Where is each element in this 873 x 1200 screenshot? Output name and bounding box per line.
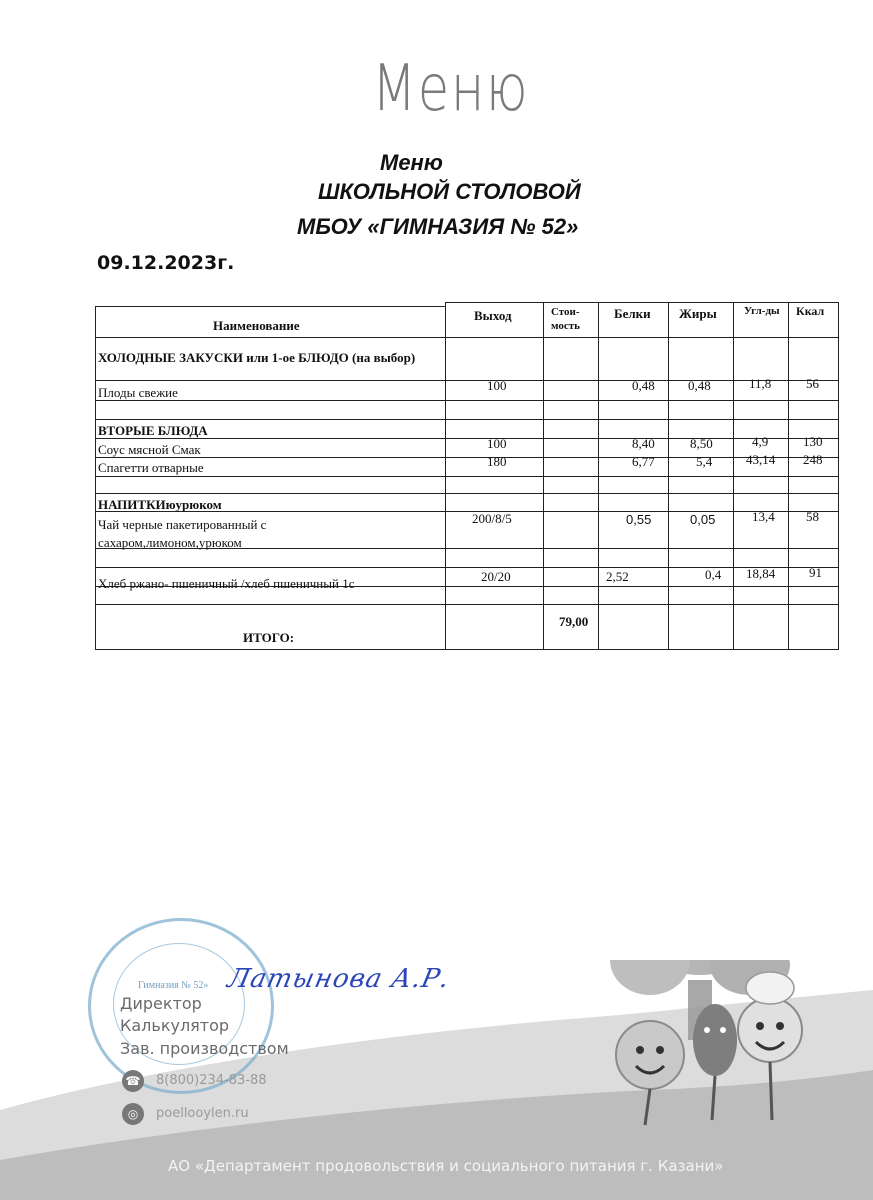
- table-row-carbs: 11,8: [749, 376, 772, 391]
- role-production-head: Зав. производством: [120, 1039, 289, 1058]
- table-row-output: 100: [487, 436, 507, 451]
- table-row-protein: 0,48: [632, 378, 655, 393]
- table-row-fat: 0,05: [690, 512, 716, 527]
- table-row-name: Плоды свежие: [98, 385, 178, 400]
- header-output: Выход: [474, 308, 512, 323]
- globe-icon: ◎: [122, 1103, 144, 1125]
- table-row-protein: 2,52: [606, 569, 629, 584]
- table-row-name: Соус мясной Смак: [98, 442, 201, 457]
- total-label: ИТОГО:: [243, 630, 295, 645]
- table-row-name: Спагетти отварные: [98, 460, 204, 475]
- table-row-fat: 0,48: [688, 378, 711, 393]
- header-cost: Стои-мость: [551, 306, 580, 332]
- section-drinks: НАПИТКИюурюком: [98, 497, 222, 512]
- table-row-name: Хлеб ржано- пшеничный /хлеб пшеничный 1с: [98, 576, 355, 591]
- table-row-protein: 6,77: [632, 454, 655, 469]
- header-name: Наименование: [213, 318, 300, 333]
- table-row-carbs: 4,9: [752, 434, 769, 449]
- heading-canteen: ШКОЛЬНОЙ СТОЛОВОЙ: [318, 179, 581, 204]
- section-second: ВТОРЫЕ БЛЮДА: [98, 423, 208, 438]
- table-row-output: 20/20: [481, 569, 511, 584]
- website: poellooylen.ru: [156, 1106, 249, 1121]
- table-row-fat: 8,50: [690, 436, 713, 451]
- table-row-protein: 8,40: [632, 436, 655, 451]
- heading-menu: Меню: [380, 150, 443, 175]
- table-row-kcal: 58: [806, 509, 819, 524]
- table-row-kcal: 248: [803, 452, 823, 467]
- table-row-carbs: 13,4: [752, 509, 775, 524]
- company-caption: АО «Департамент продовольствия и социального питания г. Казани»: [168, 1157, 724, 1175]
- table-row-name: Чай черные пакетированный с сахаром,лимоном,урюком: [98, 517, 267, 550]
- table-row-kcal: 91: [809, 565, 822, 580]
- header-kcal: Ккал: [796, 304, 825, 318]
- table-row-output: 200/8/5: [472, 511, 512, 526]
- table-row-fat: 0,4: [705, 567, 722, 582]
- table-row-kcal: 56: [806, 376, 819, 391]
- table-row-output: 180: [487, 454, 507, 469]
- table-row-kcal: 130: [803, 434, 823, 449]
- header-carbs: Угл-ды: [744, 305, 780, 317]
- handwritten-title: Меню: [372, 52, 530, 126]
- header-fat: Жиры: [679, 306, 717, 321]
- menu-date: 09.12.2023г.: [97, 252, 235, 274]
- signature: Латынова А.Р.: [224, 964, 453, 994]
- table-row-protein: 0,55: [626, 512, 652, 527]
- header-protein: Белки: [614, 306, 651, 321]
- phone-number: 8(800)234-83-88: [156, 1073, 267, 1088]
- role-calculator: Калькулятор: [120, 1016, 230, 1035]
- table-row-carbs: 43,14: [746, 452, 776, 467]
- table-row-fat: 5,4: [696, 454, 713, 469]
- section-cold: ХОЛОДНЫЕ ЗАКУСКИ или 1-ое БЛЮДО (на выбор): [98, 350, 416, 365]
- table-row-carbs: 18,84: [746, 566, 776, 581]
- heading-school: МБОУ «ГИМНАЗИЯ № 52»: [297, 214, 579, 239]
- stamp-text: Гимназия № 52»: [138, 980, 209, 991]
- total-cost: 79,00: [559, 614, 589, 629]
- table-row-output: 100: [487, 378, 507, 393]
- phone-icon: ☎: [122, 1070, 144, 1092]
- role-director: Директор: [120, 994, 202, 1013]
